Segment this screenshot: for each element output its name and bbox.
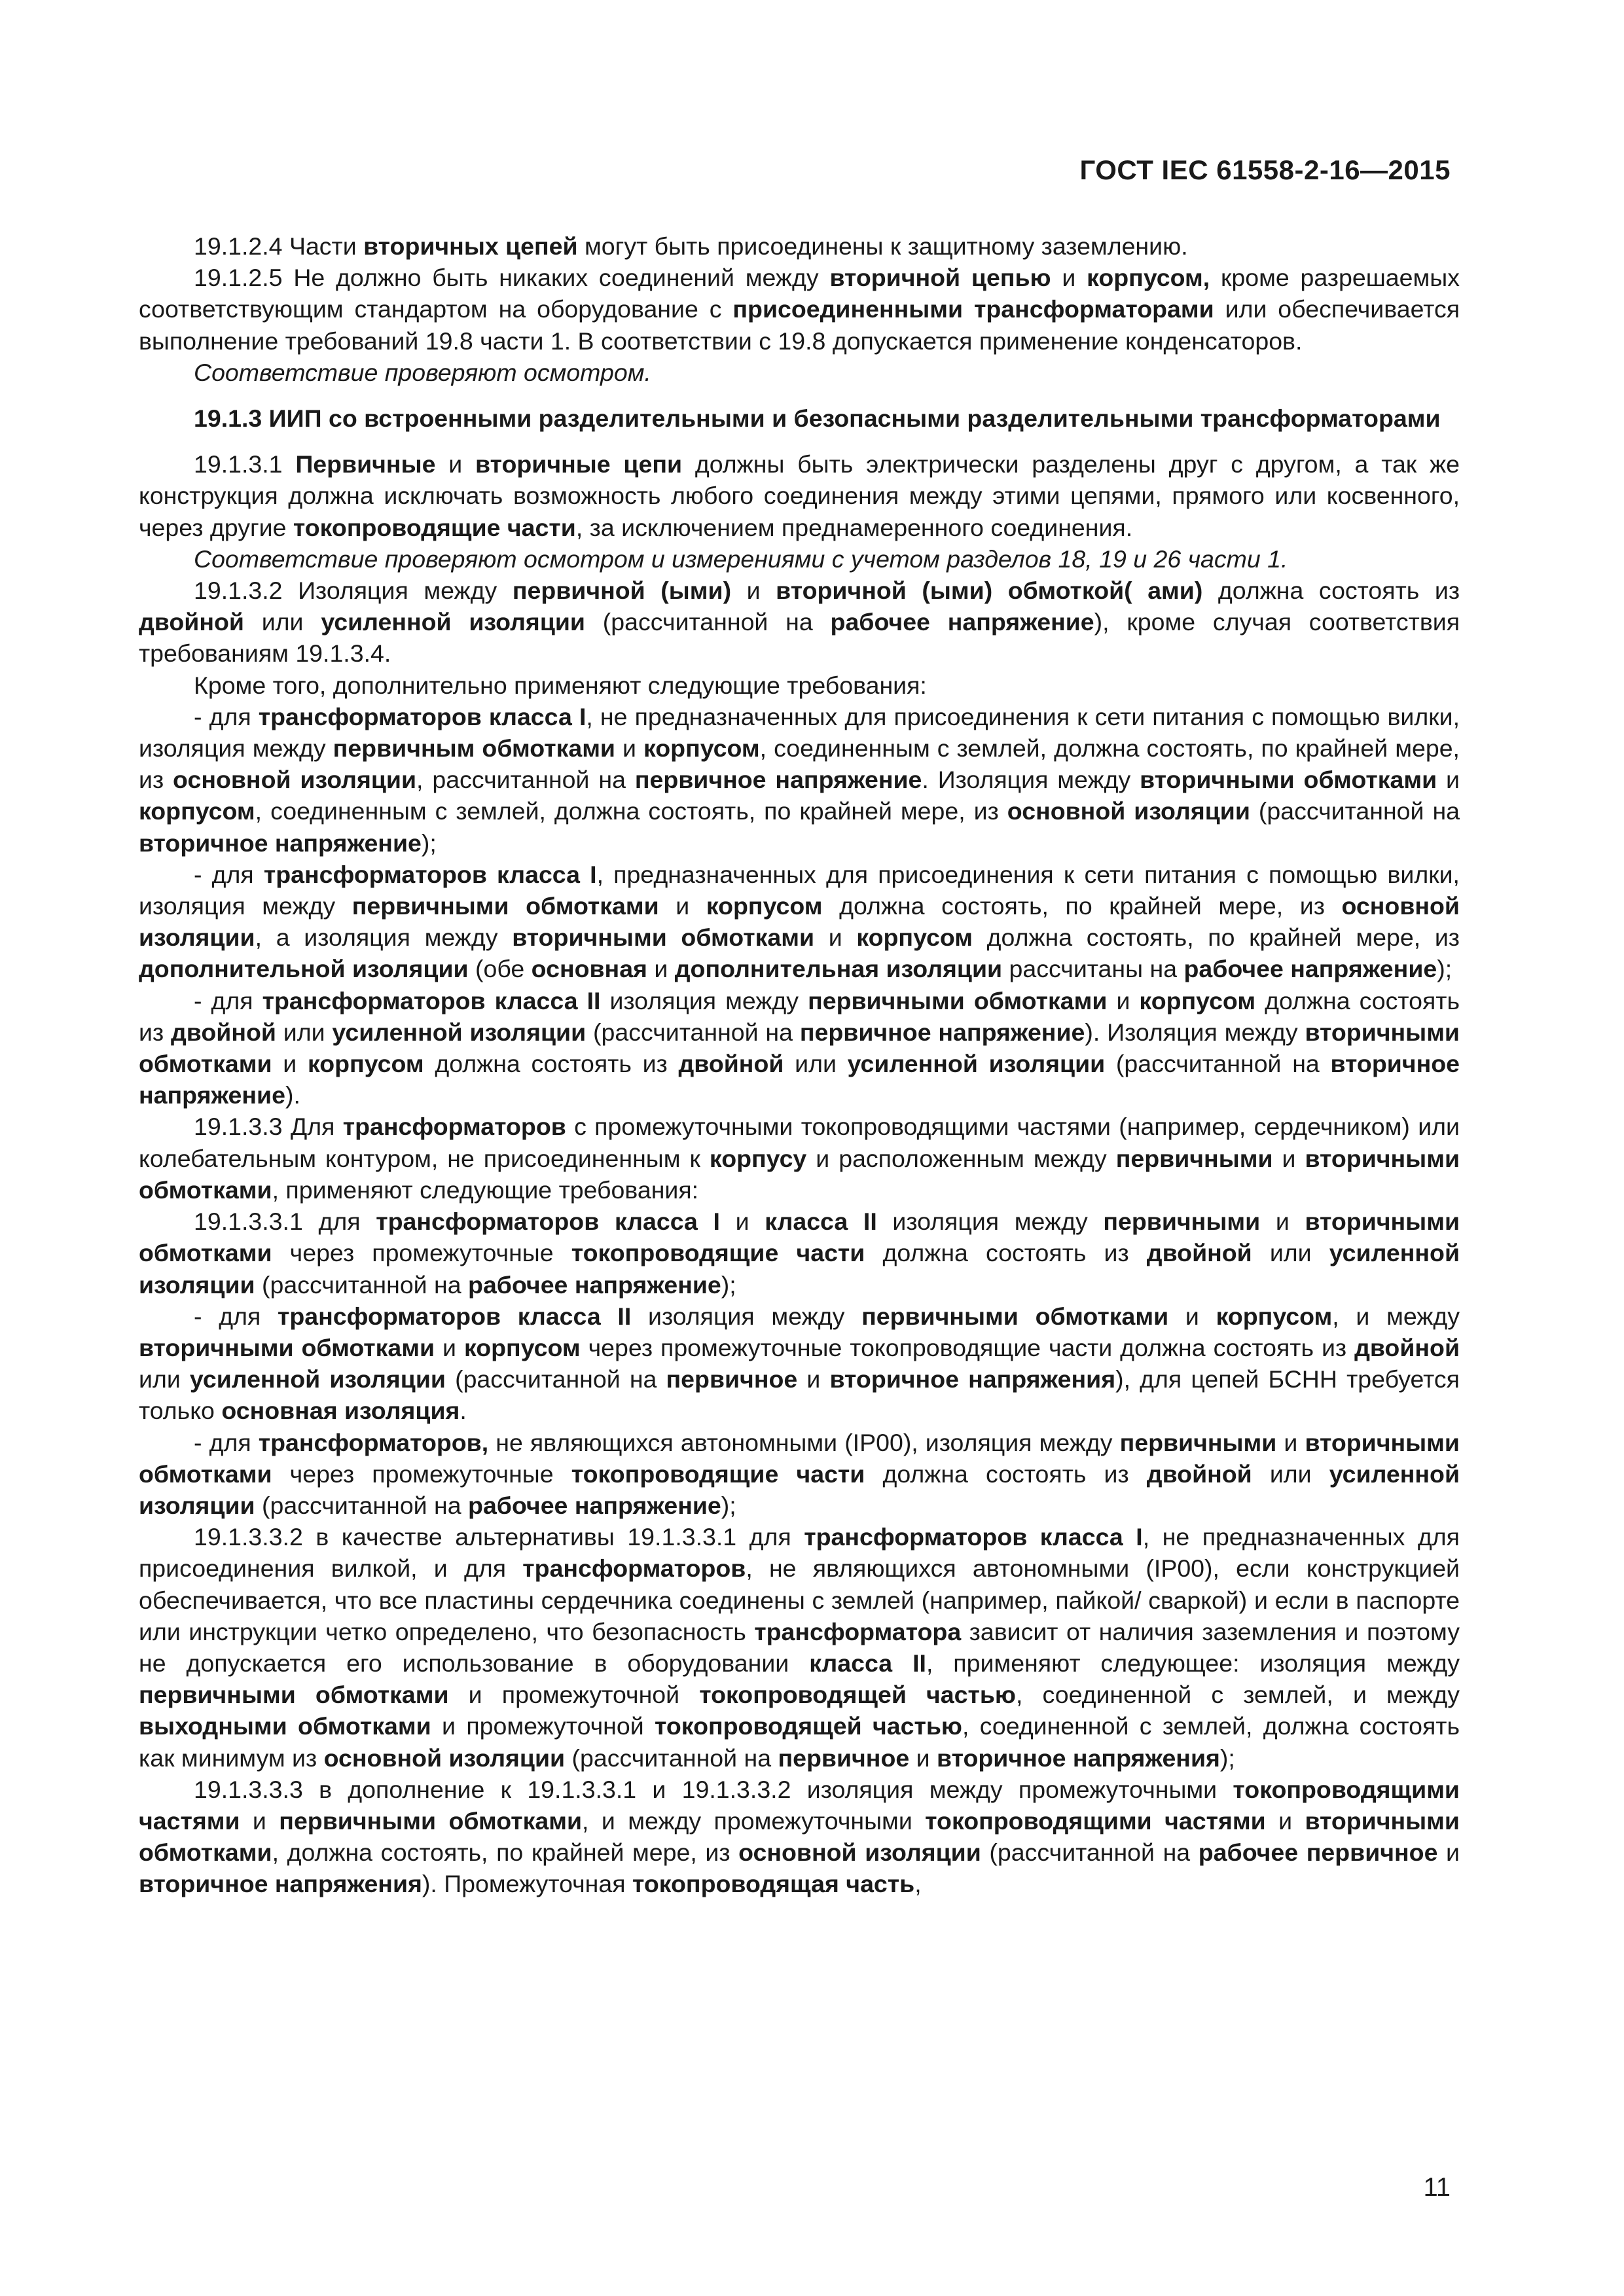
paragraph-19-1-3-2: 19.1.3.2 Изоляция между первичной (ыми) и вторичной (ыми) обмоткой( ами) должна состоять из двойной или усиленной изоляции (рассчитанной на рабочее напряжение), кроме случая соответствия требованиям 19.1.3.4. [139, 577, 1460, 668]
paragraph-19-1-3-1: 19.1.3.1 Первичные и вторичные цепи должны быть электрически разделены друг с другом, а так же конструкция должна исключать возможность любого соединения между этими цепями, прямого или косвенного, через другие токопроводящие части, за исключением преднамеренного соединения. [139, 450, 1460, 541]
paragraph-19-1-3-3-2: 19.1.3.3.2 в качестве альтернативы 19.1.3.3.1 для трансформаторов класса I, не предназначенных для присоединения вилкой, и для трансформаторов, не являющихся автономными (IP00), если конструкцией обеспечивается, что все пластины сердечника соединены с землей (например, пайкой/ сваркой) и если в паспорте или инструкции четко определено, что безопасность трансформатора зависит от наличия заземления и поэтому не допускается его использование в оборудовании класса II, применяют следующее: изоляция между первичными обмотками и промежуточной токопроводящей частью, соединенной с землей, и между выходными обмотками и промежуточной токопроводящей частью, соединенной с землей, должна состоять как минимум из основной изоляции (рассчитанной на первичное и вторичное напряжения); [139, 1523, 1460, 1772]
compliance-note: Соответствие проверяют осмотром и измерениями с учетом разделов 18, 19 и 26 части 1. [194, 545, 1288, 573]
list-item: - для трансформаторов класса I, предназначенных для присоединения к сети питания с помощью вилки, изоляция между первичными обмотками и корпусом должна состоять, по крайней мере, из основной изоляции, а изоляция между вторичными обмотками и корпусом должна состоять, по крайней мере, из дополнительной изоляции (обе основная и дополнительная изоляции рассчитаны на рабочее напряжение); [139, 860, 1460, 983]
list-item: - для трансформаторов, не являющихся автономными (IP00), изоляция между первичными и вторичными обмотками через промежуточные токопроводящие части должна состоять из двойной или усиленной изоляции (рассчитанной на рабочее напряжение); [139, 1428, 1460, 1519]
standard-header: ГОСТ IEC 61558-2-16—2015 [1079, 154, 1451, 185]
compliance-note: Соответствие проверяют осмотром. [194, 358, 651, 386]
paragraph-19-1-3-3-1: 19.1.3.3.1 для трансформаторов класса I и класса II изоляция между первичными и вторичными обмотками через промежуточные токопроводящие части должна состоять из двойной или усиленной изоляции (рассчитанной на рабочее напряжение); [139, 1208, 1460, 1299]
document-body [139, 230, 1460, 1900]
paragraph-additional-requirements: Кроме того, дополнительно применяют следующие требования: [194, 671, 927, 699]
paragraph-19-1-3-3-3: 19.1.3.3.3 в дополнение к 19.1.3.3.1 и 19.1.3.3.2 изоляция между промежуточными токопроводящими частями и первичными обмотками, и между промежуточными токопроводящими частями и вторичными обмотками, должна состоять, по крайней мере, из основной изоляции (рассчитанной на рабочее первичное и вторичное напряжения). Промежуточная токопроводящая часть, [139, 1775, 1460, 1898]
list-item: - для трансформаторов класса II изоляция между первичными обмотками и корпусом должна состоять из двойной или усиленной изоляции (рассчитанной на первичное напряжение). Изоляция между вторичными обмотками и корпусом должна состоять из двойной или усиленной изоляции (рассчитанной на вторичное напряжение). [139, 986, 1460, 1109]
paragraph-19-1-2-5: 19.1.2.5 Не должно быть никаких соединений между вторичной цепью и корпусом, кроме разрешаемых соответствующим стандартом на оборудование с присоединенными трансформаторами или обеспечивается выполнение требований 19.8 части 1. В соответствии с 19.8 допускается применение конденсаторов. [139, 264, 1460, 355]
section-heading-19-1-3: 19.1.3 ИИП со встроенными разделительными и безопасными разделительными трансформаторами [194, 404, 1441, 433]
paragraph-19-1-3-3: 19.1.3.3 Для трансформаторов с промежуточными токопроводящими частями (например, сердечником) или колебательным контуром, не присоединенным к корпусу и расположенным между первичными и вторичными обмотками, применяют следующие требования: [139, 1113, 1460, 1204]
list-item: - для трансформаторов класса II изоляция между первичными обмотками и корпусом, и между вторичными обмотками и корпусом через промежуточные токопроводящие части должна состоять из двойной или усиленной изоляции (рассчитанной на первичное и вторичное напряжения), для цепей БСНН требуется только основная изоляция. [139, 1302, 1460, 1425]
list-item: - для трансформаторов класса I, не предназначенных для присоединения к сети питания с помощью вилки, изоляция между первичным обмотками и корпусом, соединенным с землей, должна состоять, по крайней мере, из основной изоляции, рассчитанной на первичное напряжение. Изоляция между вторичными обмотками и корпусом, соединенным с землей, должна состоять, по крайней мере, из основной изоляции (рассчитанной на вторичное напряжение); [139, 702, 1460, 857]
paragraph-19-1-2-4: 19.1.2.4 Части вторичных цепей могут быть присоединены к защитному заземлению. [194, 232, 1188, 260]
page-number: 11 [1423, 2173, 1451, 2202]
